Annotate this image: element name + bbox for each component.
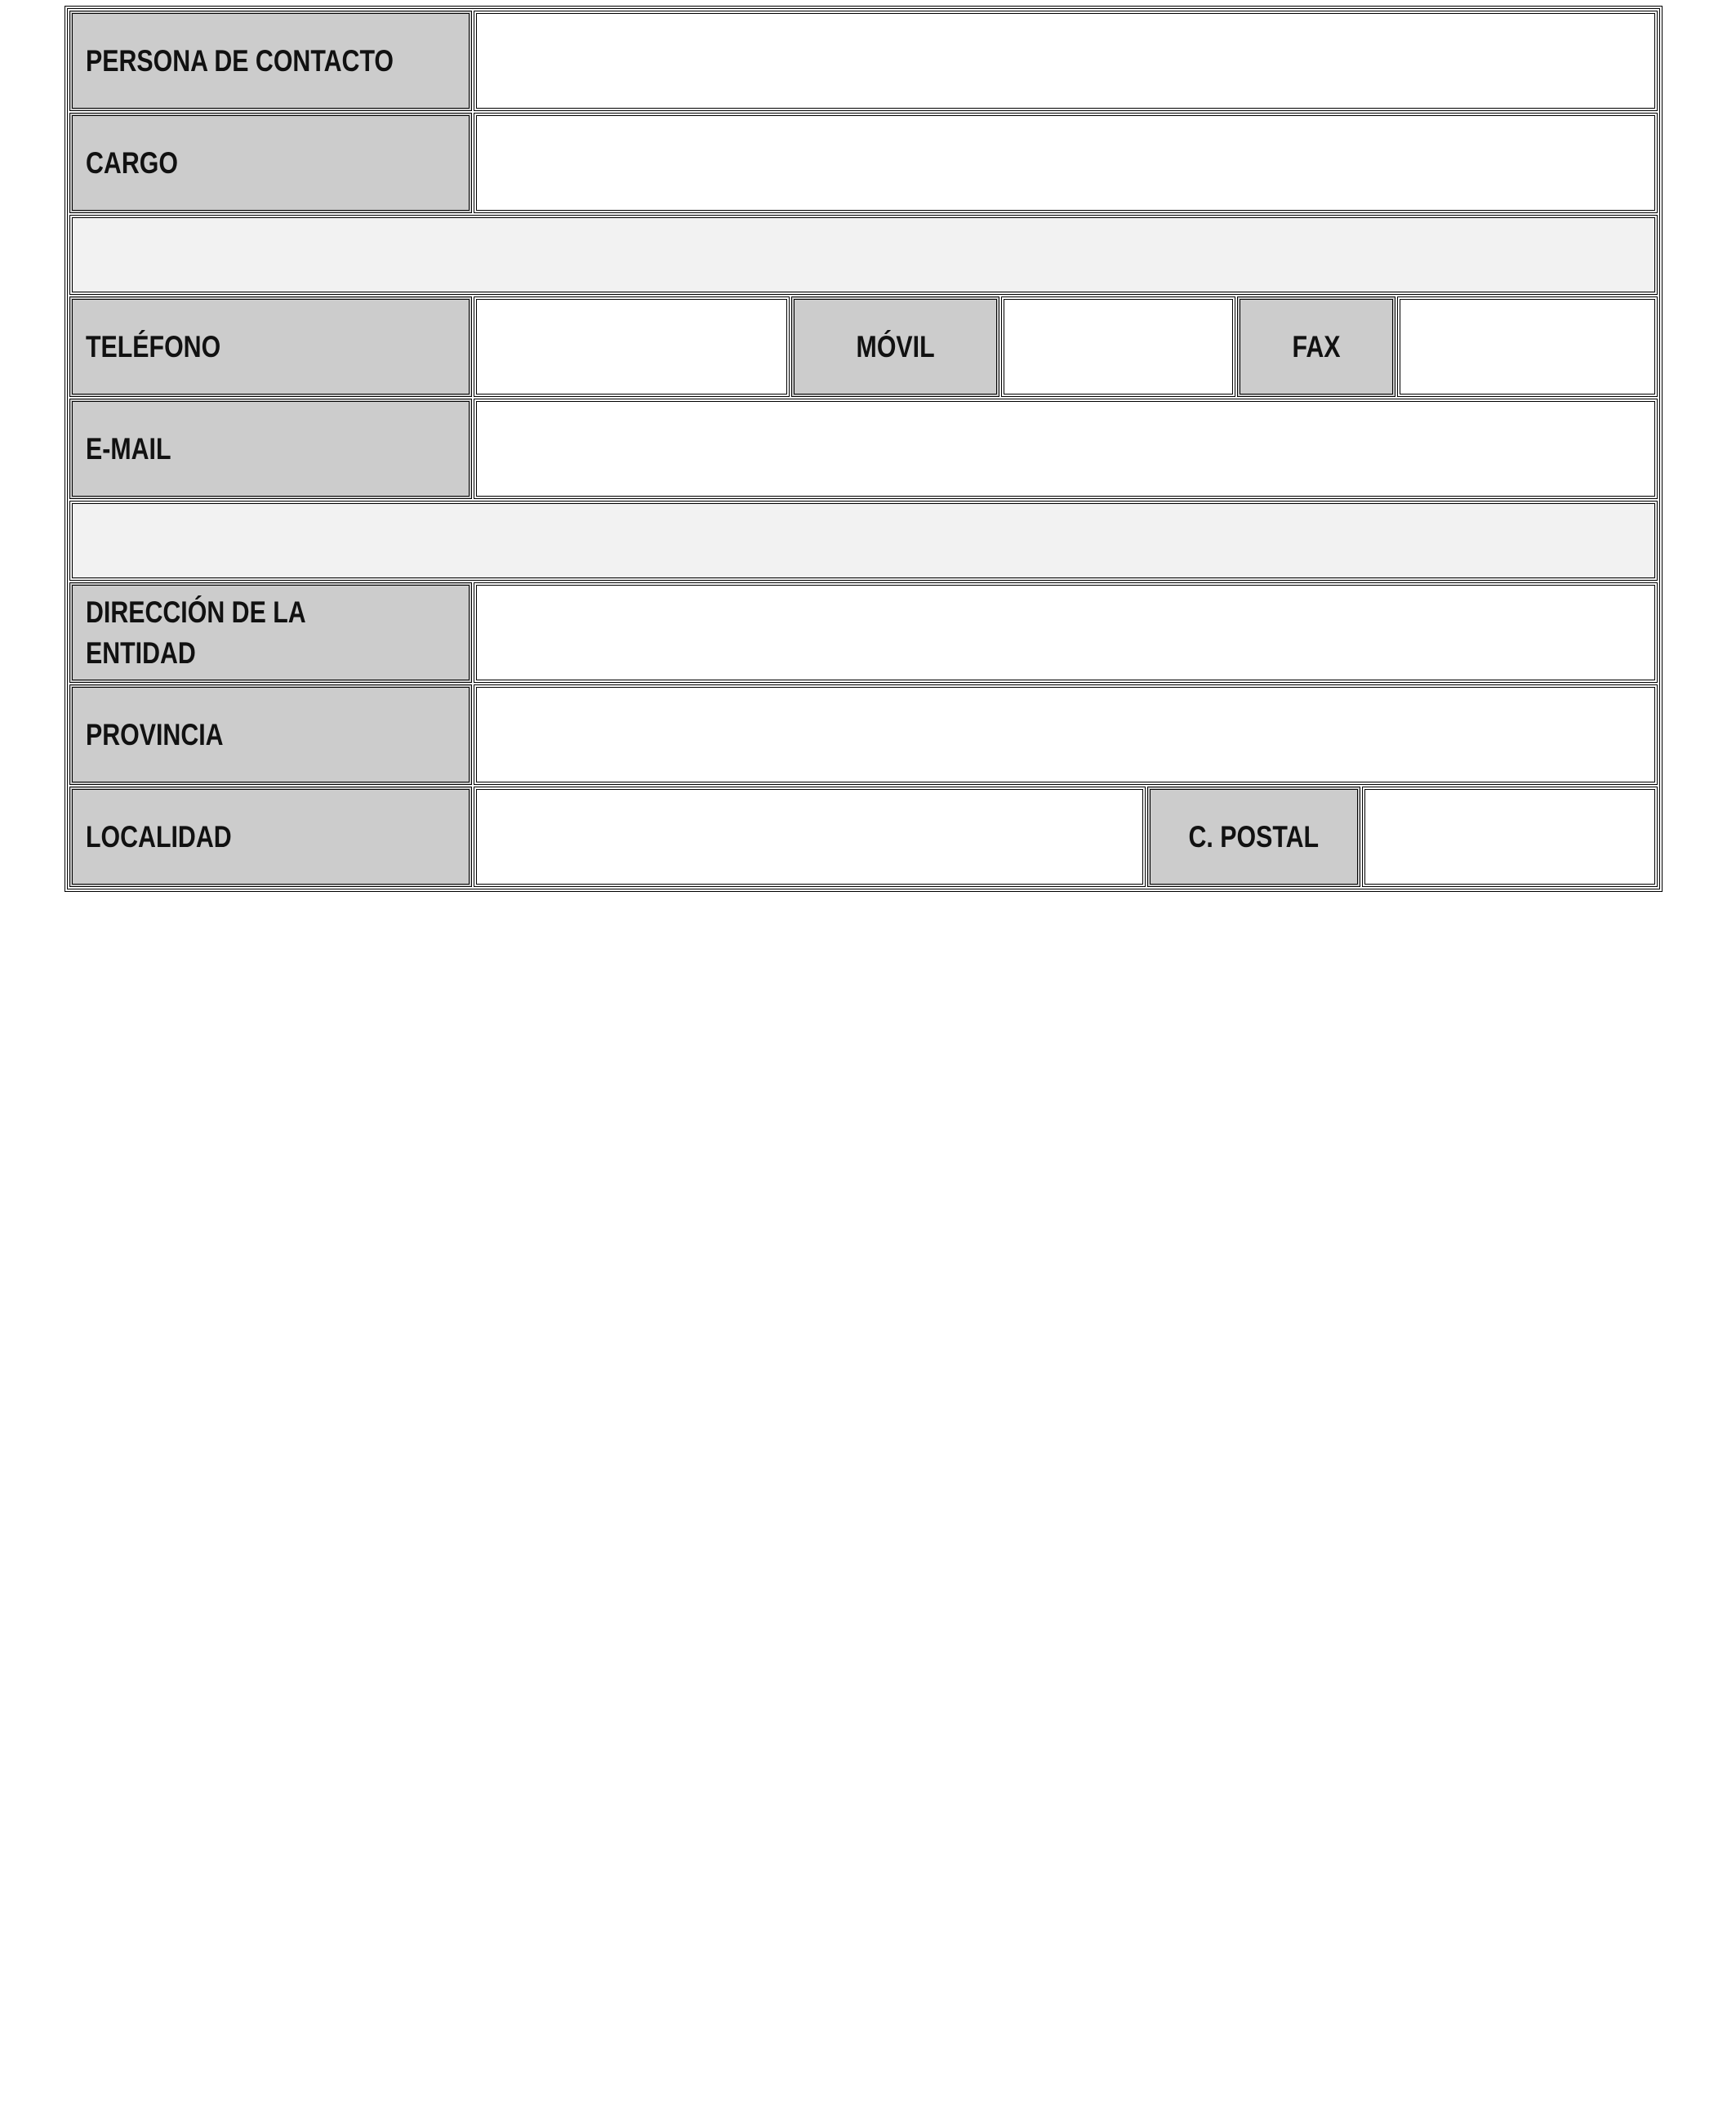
provincia-label-text: PROVINCIA — [86, 717, 224, 751]
provincia-field[interactable] — [474, 684, 1658, 785]
codigo-postal-label-text: C. POSTAL — [1188, 819, 1320, 854]
localidad-field[interactable] — [474, 787, 1146, 887]
movil-label-text: MÓVIL — [856, 329, 935, 363]
cargo-field[interactable] — [474, 113, 1658, 213]
row-direccion — [69, 582, 1658, 684]
fax-field[interactable] — [1397, 296, 1658, 397]
persona-contacto-label — [69, 11, 472, 111]
contact-form-table — [65, 6, 1663, 892]
fax-label-text: FAX — [1292, 329, 1341, 363]
row-email — [69, 398, 1658, 500]
section-separator — [69, 215, 1658, 295]
email-label — [69, 399, 472, 499]
section-separator — [69, 501, 1658, 581]
spacer-row-1 — [69, 214, 1658, 296]
localidad-label-text: LOCALIDAD — [86, 819, 232, 854]
email-label-text: E-MAIL — [86, 431, 171, 466]
email-field[interactable] — [474, 399, 1658, 499]
spacer-row-2 — [69, 500, 1658, 582]
row-provincia — [69, 684, 1658, 786]
direccion-label-text: DIRECCIÓN DE LA ENTIDAD — [86, 595, 305, 670]
movil-field[interactable] — [1001, 296, 1235, 397]
persona-contacto-label-text: PERSONA DE CONTACTO — [86, 43, 394, 78]
cargo-label — [69, 113, 472, 213]
direccion-field[interactable] — [474, 582, 1658, 683]
provincia-label — [69, 684, 472, 785]
codigo-postal-label — [1147, 787, 1360, 887]
localidad-label — [69, 787, 472, 887]
cargo-label-text: CARGO — [86, 145, 178, 180]
row-localidad — [69, 786, 1658, 888]
row-persona-contacto — [69, 10, 1658, 112]
telefono-field[interactable] — [474, 296, 790, 397]
persona-contacto-field[interactable] — [474, 11, 1658, 111]
codigo-postal-field[interactable] — [1362, 787, 1658, 887]
fax-label — [1237, 296, 1395, 397]
direccion-label — [69, 582, 472, 683]
telefono-label — [69, 296, 472, 397]
row-telefono — [69, 296, 1658, 398]
telefono-label-text: TELÉFONO — [86, 329, 221, 363]
row-cargo — [69, 112, 1658, 214]
movil-label — [791, 296, 999, 397]
